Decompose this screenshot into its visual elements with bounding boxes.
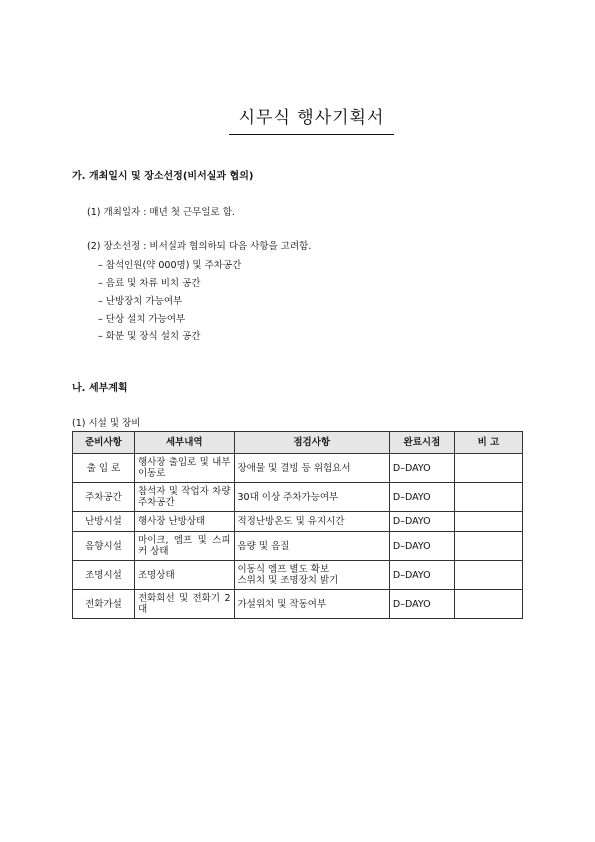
cell-remarks [454,532,522,561]
cell-preparation: 조명시설 [73,561,135,590]
cell-checkpoints: 적정난방온도 및 유지시간 [234,512,389,532]
table-row [73,532,523,561]
cell-remarks [454,483,522,512]
cell-preparation: 음향시설 [73,532,135,561]
table-row [73,561,523,590]
cell-checkpoints: 장애물 및 결빙 등 위험요서 [234,454,389,483]
section-heading-plan: 나. 세부계획 [72,383,128,394]
cell-remarks [454,454,522,483]
cell-details: 행사장 출입로 및 내부 이동로 [134,454,234,483]
venue-criteria-item: – 난방장치 가능여부 [98,296,183,307]
cell-completion: D–DAYO [389,532,454,561]
cell-details: 행사장 난방상태 [134,512,234,532]
col-header-completion: 완료시점 [389,432,454,454]
page-title: 시무식 행사기획서 [229,103,394,135]
cell-completion: D–DAYO [389,512,454,532]
facilities-table [72,431,523,619]
cell-preparation: 주차공간 [73,483,135,512]
table-row [73,512,523,532]
venue-selection-line: (2) 장소선정 : 비서실과 협의하되 다음 사항을 고려함. [87,241,312,252]
cell-preparation: 출 입 로 [73,454,135,483]
venue-criteria-item: – 화분 및 장식 설치 공간 [98,331,201,342]
cell-remarks [454,512,522,532]
cell-completion: D–DAYO [389,561,454,590]
cell-details: 전화회선 및 전화기 2대 [134,590,234,619]
section-heading-schedule: 가. 개최일시 및 장소선정(비서실과 협의) [72,171,254,182]
cell-remarks [454,561,522,590]
cell-remarks [454,590,522,619]
cell-details: 참석자 및 작업자 차량 주차공간 [134,483,234,512]
table-header-row [73,432,523,454]
cell-checkpoints: 이동식 엠프 별도 확보 스위치 및 조명장치 밝기 [234,561,389,590]
venue-criteria-item: – 단상 설치 가능여부 [98,314,186,325]
venue-criteria-item: – 참석인원(약 000명) 및 주차공간 [98,260,242,271]
col-header-checkpoints: 점검사항 [234,432,389,454]
table-row [73,590,523,619]
cell-checkpoints: 30대 이상 주차가능여부 [234,483,389,512]
col-header-preparation: 준비사항 [73,432,135,454]
cell-preparation: 난방시설 [73,512,135,532]
cell-details: 조명상태 [134,561,234,590]
cell-completion: D–DAYO [389,454,454,483]
facilities-subheading: (1) 시설 및 장비 [72,418,141,429]
venue-criteria-item: – 음료 및 차류 비치 공간 [98,278,201,289]
cell-checkpoints: 음량 및 음질 [234,532,389,561]
cell-completion: D–DAYO [389,590,454,619]
col-header-remarks: 비 고 [454,432,522,454]
table-row [73,483,523,512]
cell-checkpoints: 가설위치 및 작동여부 [234,590,389,619]
table-row [73,454,523,483]
cell-completion: D–DAYO [389,483,454,512]
cell-details: 마이크, 엠프 및 스피커 상태 [134,532,234,561]
col-header-details: 세부내역 [134,432,234,454]
schedule-date-line: (1) 개최일자 : 매년 첫 근무일로 함. [87,207,235,218]
cell-preparation: 전화가설 [73,590,135,619]
